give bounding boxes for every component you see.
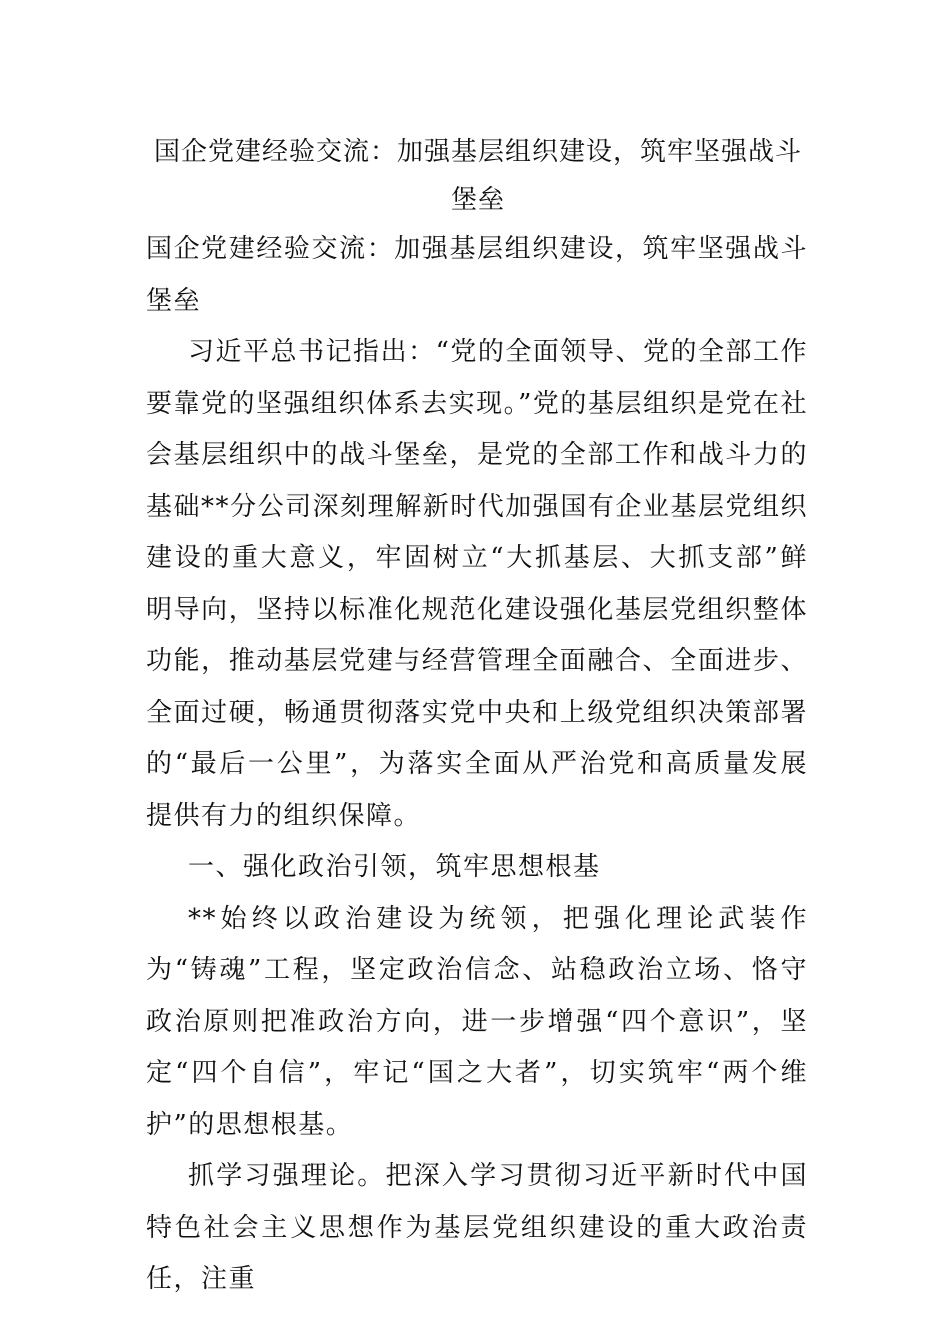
paragraph-intro: 习近平总书记指出：“党的全面领导、党的全部工作要靠党的坚强组织体系去实现。”党的基层组织是党在社会基层组织中的战斗堡垒，是党的全部工作和战斗力的基础**分公司深刻理解新时代加强国有企业基层党组织建设的重大意义，牢固树立“大抓基层、大抓支部”鲜明导向，坚持以标准化规范化建设强化基层党组织整体功能，推动基层党建与经营管理全面融合、全面进步、全面过硬，畅通贯彻落实党中央和上级党组织决策部署的“最后一公里”，为落实全面从严治党和高质量发展提供有力的组织保障。 [146,337,808,831]
section-heading-1: 一、强化政治引领，筑牢思想根基 [188,852,601,882]
paragraph-political-leadership: **始终以政治建设为统领，把强化理论武装作为“铸魂”工程，坚定政治信念、站稳政治立场、恪守政治原则把准政治方向，进一步增强“四个意识”，坚定“四个自信”，牢记“国之大者”，切实筑牢“两个维护”的思想根基。 [146,903,808,1140]
paragraph-study-theory: 抓学习强理论。把深入学习贯彻习近平新时代中国特色社会主义思想作为基层党组织建设的重大政治责任，注重 [146,1161,808,1294]
document-title: 国企党建经验交流：加强基层组织建设，筑牢坚强战斗堡垒 [153,137,802,215]
document-body [146,224,808,1306]
document-subtitle: 国企党建经验交流：加强基层组织建设，筑牢坚强战斗堡垒 [146,234,808,316]
